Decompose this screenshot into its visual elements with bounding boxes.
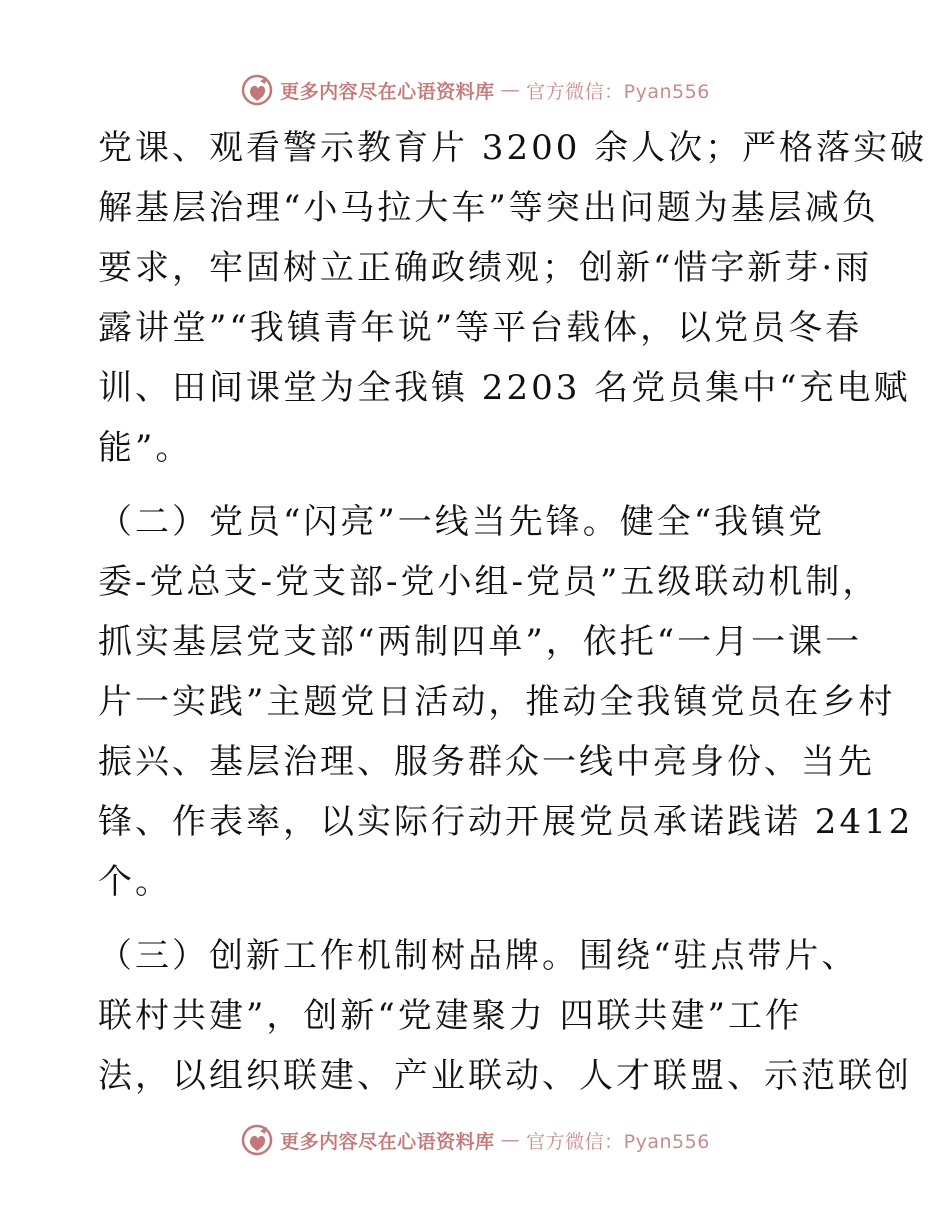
document-body: [98, 118, 928, 1106]
watermark-contact-text: 官方微信：Pyan556: [526, 80, 710, 103]
paragraph-2: [98, 492, 914, 912]
header-watermark: [0, 70, 950, 110]
paragraph-3: [98, 926, 912, 1106]
text-line: 抓实基层党支部“两制四单”，依托“一月一课一: [98, 622, 863, 662]
watermark-main-text: 更多内容尽在心语资料库: [280, 80, 495, 103]
text-line: 锋、作表率，以实际行动开展党员承诺践诺 2412: [98, 802, 914, 842]
text-line: 振兴、基层治理、服务群众一线中亮身份、当先: [98, 742, 875, 782]
watermark-main-text: 更多内容尽在心语资料库: [280, 1130, 495, 1153]
watermark-dash: —: [500, 1129, 521, 1151]
text-line: 露讲堂”“我镇青年说”等平台载体，以党员冬春: [98, 308, 863, 348]
footer-watermark: [0, 1120, 950, 1160]
heart-pen-icon: [240, 1123, 274, 1157]
text-line: 个。: [98, 862, 172, 902]
text-line: 要求，牢固树立正确政绩观；创新“惜字新芽·雨: [98, 248, 873, 288]
text-line: 片一实践”主题党日活动，推动全我镇党员在乡村: [98, 682, 896, 722]
text-line: 委-党总支-党支部-党小组-党员”五级联动机制，: [98, 562, 880, 602]
text-line: （二）党员“闪亮”一线当先锋。健全“我镇党: [98, 502, 826, 542]
watermark-contact-text: 官方微信：Pyan556: [526, 1130, 710, 1153]
paragraph-1: [98, 118, 928, 478]
text-line: 解基层治理“小马拉大车”等突出问题为基层减负: [98, 188, 879, 228]
heart-pen-icon: [240, 73, 274, 107]
text-line: 联村共建”，创新“党建聚力 四联共建”工作: [98, 996, 802, 1036]
text-line: （三）创新工作机制树品牌。围绕“驻点带片、: [98, 936, 859, 976]
text-line: 法，以组织联建、产业联动、人才联盟、示范联创: [98, 1056, 912, 1096]
text-line: 能”。: [98, 428, 193, 468]
text-line: 党课、观看警示教育片 3200 余人次；严格落实破: [98, 128, 928, 168]
text-line: 训、田间课堂为全我镇 2203 名党员集中“充电赋: [98, 368, 911, 408]
watermark-dash: —: [500, 79, 521, 101]
